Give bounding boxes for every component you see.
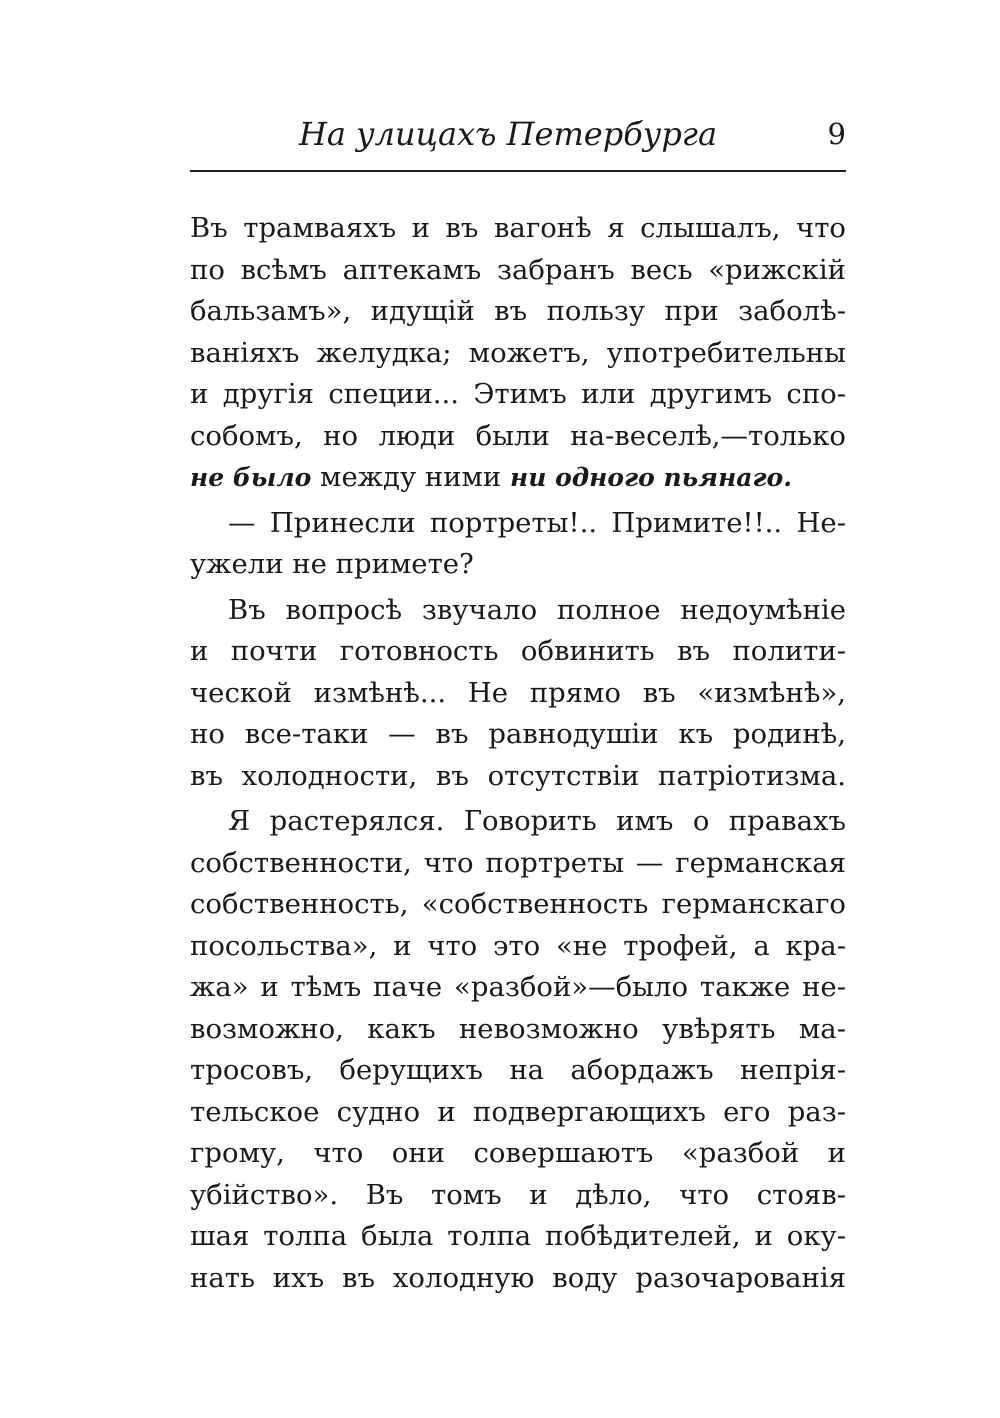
text-line: ваніяхъ желудка; можетъ, употребительны bbox=[190, 336, 846, 369]
text-line: собомъ, но люди были на-веселѣ,—только bbox=[190, 419, 846, 452]
text-line: и почти готовность обвинить въ полити- bbox=[190, 635, 846, 667]
text-line: нать ихъ въ холодную воду разочарованія bbox=[190, 1261, 846, 1294]
text-line: и другія специи... Этимъ или другимъ спо- bbox=[190, 378, 846, 410]
text-line: тельское судно и подвергающихъ его раз- bbox=[190, 1095, 846, 1128]
emphasis-text: не было bbox=[190, 463, 312, 492]
text-line: жа» и тѣмъ паче «разбой»—было также не- bbox=[190, 971, 846, 1003]
text-line: — Принесли портреты!.. Примите!!.. Не- bbox=[228, 506, 846, 539]
text-line: по всѣмъ аптекамъ забранъ весь «рижскій bbox=[190, 253, 846, 286]
paragraph bbox=[190, 801, 846, 1299]
plain-text: между ними bbox=[311, 461, 510, 493]
text-line: собственности, что портреты — германская bbox=[190, 846, 846, 879]
text-line: Въ трамваяхъ и въ вагонѣ я слышалъ, что bbox=[190, 212, 846, 244]
running-title: На улицахъ Петербурга bbox=[298, 115, 718, 153]
paragraph bbox=[190, 590, 846, 798]
text-line: ческой измѣнѣ... Не прямо въ «измѣнѣ», bbox=[190, 676, 846, 709]
text-line: ужели не примете? bbox=[190, 548, 474, 580]
text-line: въ холодности, въ отсутствіи патріотизма. bbox=[190, 759, 846, 792]
text-line: Въ вопросѣ звучало полное недоумѣніе bbox=[228, 593, 846, 626]
header-rule bbox=[190, 170, 846, 172]
text-line: шая толпа была толпа побѣдителей, и оку- bbox=[190, 1220, 846, 1252]
text-line: возможно, какъ невозможно увѣрять ма- bbox=[190, 1012, 846, 1045]
body-text bbox=[190, 208, 846, 1299]
emphasis-text: ни одного пьянаго. bbox=[510, 463, 792, 492]
page-number: 9 bbox=[827, 117, 846, 151]
text-line: грому, что они совершаютъ «разбой и bbox=[190, 1137, 846, 1169]
text-line: но все-таки — въ равнодушіи къ родинѣ, bbox=[190, 718, 846, 750]
text-line: бальзамъ», идущій въ пользу при заболѣ- bbox=[190, 295, 846, 327]
paragraph bbox=[190, 208, 846, 499]
text-line: убійство». Въ томъ и дѣло, что стояв- bbox=[190, 1178, 846, 1211]
text-line: тросовъ, берущихъ на абордажъ непрія- bbox=[190, 1054, 846, 1086]
text-line: собственность, «собственность германскаго bbox=[190, 888, 846, 920]
text-line bbox=[190, 457, 846, 499]
text-line: Я растерялся. Говорить имъ о правахъ bbox=[228, 805, 846, 837]
page-header bbox=[190, 112, 846, 156]
paragraph bbox=[190, 503, 846, 586]
text-line: посольства», и что это «не трофей, а кра- bbox=[190, 929, 846, 962]
